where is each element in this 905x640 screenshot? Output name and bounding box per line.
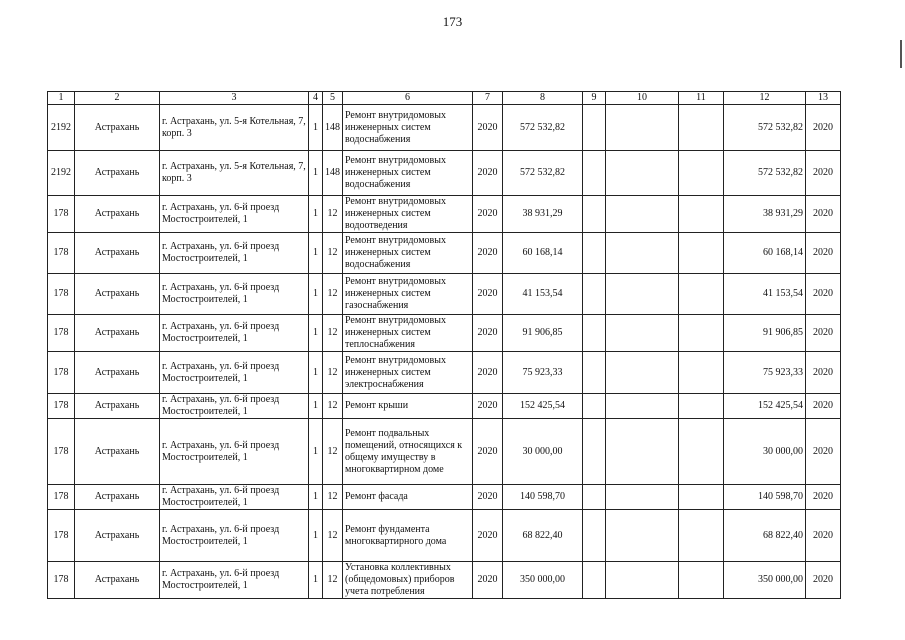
- cell-plan-year: 2020: [806, 274, 841, 315]
- cell-cost-funds: 41 153,54: [724, 274, 806, 315]
- cell-address: г. Астрахань, ул. 6-й проезд Мостостроителей, 1: [160, 196, 309, 233]
- cell-work-type: Ремонт внутридомовых инженерных систем теплоснабжения: [343, 315, 473, 352]
- cell-cost-funds: 91 906,85: [724, 315, 806, 352]
- cell-house-id: 178: [48, 394, 75, 419]
- margin-mark: [900, 40, 902, 68]
- cell-cost-funds: 68 822,40: [724, 510, 806, 562]
- cell-house-id: 178: [48, 315, 75, 352]
- cell-address: г. Астрахань, ул. 5-я Котельная, 7, корп. 3: [160, 105, 309, 151]
- cell-total-cost: 350 000,00: [503, 562, 583, 599]
- table-row: [48, 196, 841, 233]
- cell-address: г. Астрахань, ул. 6-й проезд Мостостроителей, 1: [160, 274, 309, 315]
- cell-col9: [583, 233, 606, 274]
- col-header-1: 1: [48, 92, 75, 105]
- cell-col5: 12: [323, 274, 343, 315]
- cell-col4: 1: [309, 485, 323, 510]
- cell-year: 2020: [473, 394, 503, 419]
- cell-col4: 1: [309, 419, 323, 485]
- cell-col5: 12: [323, 562, 343, 599]
- cell-municipality: Астрахань: [75, 419, 160, 485]
- cell-col5: 12: [323, 233, 343, 274]
- table-row: [48, 510, 841, 562]
- cell-municipality: Астрахань: [75, 562, 160, 599]
- cell-plan-year: 2020: [806, 352, 841, 394]
- cell-municipality: Астрахань: [75, 315, 160, 352]
- cell-col11: [679, 105, 724, 151]
- cell-house-id: 2192: [48, 151, 75, 196]
- cell-house-id: 178: [48, 233, 75, 274]
- col-header-13: 13: [806, 92, 841, 105]
- table-row: [48, 274, 841, 315]
- cell-address: г. Астрахань, ул. 5-я Котельная, 7, корп. 3: [160, 151, 309, 196]
- cell-plan-year: 2020: [806, 151, 841, 196]
- col-header-9: 9: [583, 92, 606, 105]
- col-header-2: 2: [75, 92, 160, 105]
- cell-plan-year: 2020: [806, 233, 841, 274]
- cell-col5: 12: [323, 196, 343, 233]
- cell-cost-funds: 38 931,29: [724, 196, 806, 233]
- cell-work-type: Ремонт внутридомовых инженерных систем газоснабжения: [343, 274, 473, 315]
- cell-house-id: 178: [48, 196, 75, 233]
- page-number: 173: [442, 14, 463, 29]
- cell-col9: [583, 315, 606, 352]
- table-row: [48, 485, 841, 510]
- cell-house-id: 178: [48, 419, 75, 485]
- table-row: [48, 352, 841, 394]
- cell-work-type: Ремонт внутридомовых инженерных систем водоотведения: [343, 196, 473, 233]
- cell-municipality: Астрахань: [75, 233, 160, 274]
- col-header-6: 6: [343, 92, 473, 105]
- cell-col4: 1: [309, 315, 323, 352]
- cell-work-type: Ремонт внутридомовых инженерных систем водоснабжения: [343, 105, 473, 151]
- cell-house-id: 178: [48, 510, 75, 562]
- col-header-5: 5: [323, 92, 343, 105]
- table-row: [48, 394, 841, 419]
- cell-col5: 148: [323, 105, 343, 151]
- cell-col10: [606, 352, 679, 394]
- cell-col9: [583, 419, 606, 485]
- cell-col10: [606, 394, 679, 419]
- cell-municipality: Астрахань: [75, 105, 160, 151]
- col-header-7: 7: [473, 92, 503, 105]
- cell-work-type: Ремонт внутридомовых инженерных систем водоснабжения: [343, 233, 473, 274]
- cell-plan-year: 2020: [806, 315, 841, 352]
- table-row: [48, 105, 841, 151]
- cell-col9: [583, 510, 606, 562]
- cell-cost-funds: 75 923,33: [724, 352, 806, 394]
- cell-plan-year: 2020: [806, 485, 841, 510]
- cell-total-cost: 41 153,54: [503, 274, 583, 315]
- cell-col10: [606, 274, 679, 315]
- cell-work-type: Установка коллективных (общедомовых) приборов учета потребления: [343, 562, 473, 599]
- cell-col10: [606, 233, 679, 274]
- table-row: [48, 233, 841, 274]
- cell-address: г. Астрахань, ул. 6-й проезд Мостостроителей, 1: [160, 419, 309, 485]
- capital-repair-table: [47, 91, 841, 599]
- cell-col5: 12: [323, 485, 343, 510]
- cell-plan-year: 2020: [806, 196, 841, 233]
- cell-total-cost: 68 822,40: [503, 510, 583, 562]
- cell-col10: [606, 562, 679, 599]
- cell-work-type: Ремонт крыши: [343, 394, 473, 419]
- header-row: [48, 92, 841, 105]
- cell-municipality: Астрахань: [75, 274, 160, 315]
- cell-col10: [606, 419, 679, 485]
- col-header-12: 12: [724, 92, 806, 105]
- cell-address: г. Астрахань, ул. 6-й проезд Мостостроителей, 1: [160, 233, 309, 274]
- cell-col9: [583, 196, 606, 233]
- cell-cost-funds: 152 425,54: [724, 394, 806, 419]
- cell-year: 2020: [473, 196, 503, 233]
- cell-col9: [583, 151, 606, 196]
- cell-work-type: Ремонт подвальных помещений, относящихся к общему имуществу в многоквартирном доме: [343, 419, 473, 485]
- col-header-4: 4: [309, 92, 323, 105]
- cell-col4: 1: [309, 562, 323, 599]
- cell-col5: 12: [323, 352, 343, 394]
- cell-col11: [679, 196, 724, 233]
- cell-col4: 1: [309, 394, 323, 419]
- cell-col11: [679, 274, 724, 315]
- cell-municipality: Астрахань: [75, 196, 160, 233]
- cell-col4: 1: [309, 510, 323, 562]
- cell-col9: [583, 562, 606, 599]
- table-row: [48, 419, 841, 485]
- cell-municipality: Астрахань: [75, 151, 160, 196]
- cell-year: 2020: [473, 562, 503, 599]
- cell-total-cost: 38 931,29: [503, 196, 583, 233]
- cell-total-cost: 572 532,82: [503, 105, 583, 151]
- cell-year: 2020: [473, 105, 503, 151]
- cell-total-cost: 75 923,33: [503, 352, 583, 394]
- cell-year: 2020: [473, 315, 503, 352]
- cell-plan-year: 2020: [806, 510, 841, 562]
- cell-cost-funds: 140 598,70: [724, 485, 806, 510]
- cell-cost-funds: 60 168,14: [724, 233, 806, 274]
- cell-col5: 12: [323, 394, 343, 419]
- cell-col9: [583, 352, 606, 394]
- cell-plan-year: 2020: [806, 562, 841, 599]
- cell-plan-year: 2020: [806, 394, 841, 419]
- cell-cost-funds: 30 000,00: [724, 419, 806, 485]
- cell-col5: 148: [323, 151, 343, 196]
- cell-col10: [606, 315, 679, 352]
- cell-address: г. Астрахань, ул. 6-й проезд Мостостроителей, 1: [160, 562, 309, 599]
- cell-total-cost: 572 532,82: [503, 151, 583, 196]
- cell-municipality: Астрахань: [75, 352, 160, 394]
- table-row: [48, 562, 841, 599]
- cell-plan-year: 2020: [806, 419, 841, 485]
- cell-col10: [606, 151, 679, 196]
- cell-col5: 12: [323, 315, 343, 352]
- cell-house-id: 178: [48, 485, 75, 510]
- cell-col11: [679, 151, 724, 196]
- cell-total-cost: 60 168,14: [503, 233, 583, 274]
- cell-year: 2020: [473, 274, 503, 315]
- cell-work-type: Ремонт фундамента многоквартирного дома: [343, 510, 473, 562]
- cell-cost-funds: 350 000,00: [724, 562, 806, 599]
- cell-col9: [583, 274, 606, 315]
- cell-house-id: 178: [48, 274, 75, 315]
- cell-house-id: 178: [48, 352, 75, 394]
- cell-plan-year: 2020: [806, 105, 841, 151]
- cell-year: 2020: [473, 151, 503, 196]
- cell-col10: [606, 196, 679, 233]
- cell-year: 2020: [473, 510, 503, 562]
- cell-col4: 1: [309, 352, 323, 394]
- cell-address: г. Астрахань, ул. 6-й проезд Мостостроителей, 1: [160, 485, 309, 510]
- cell-col9: [583, 485, 606, 510]
- col-header-11: 11: [679, 92, 724, 105]
- cell-work-type: Ремонт внутридомовых инженерных систем водоснабжения: [343, 151, 473, 196]
- cell-col11: [679, 562, 724, 599]
- cell-cost-funds: 572 532,82: [724, 105, 806, 151]
- cell-municipality: Астрахань: [75, 394, 160, 419]
- cell-col4: 1: [309, 105, 323, 151]
- cell-col4: 1: [309, 274, 323, 315]
- cell-municipality: Астрахань: [75, 510, 160, 562]
- cell-col10: [606, 485, 679, 510]
- cell-col4: 1: [309, 151, 323, 196]
- cell-col9: [583, 105, 606, 151]
- cell-col5: 12: [323, 510, 343, 562]
- col-header-10: 10: [606, 92, 679, 105]
- cell-year: 2020: [473, 233, 503, 274]
- cell-col10: [606, 105, 679, 151]
- cell-total-cost: 152 425,54: [503, 394, 583, 419]
- cell-total-cost: 91 906,85: [503, 315, 583, 352]
- cell-col11: [679, 419, 724, 485]
- cell-col9: [583, 394, 606, 419]
- table-row: [48, 315, 841, 352]
- cell-year: 2020: [473, 352, 503, 394]
- cell-col11: [679, 485, 724, 510]
- cell-col4: 1: [309, 233, 323, 274]
- cell-work-type: Ремонт фасада: [343, 485, 473, 510]
- cell-col11: [679, 233, 724, 274]
- cell-col10: [606, 510, 679, 562]
- cell-col11: [679, 352, 724, 394]
- cell-address: г. Астрахань, ул. 6-й проезд Мостостроителей, 1: [160, 315, 309, 352]
- cell-work-type: Ремонт внутридомовых инженерных систем электроснабжения: [343, 352, 473, 394]
- cell-house-id: 178: [48, 562, 75, 599]
- cell-col11: [679, 394, 724, 419]
- table-row: [48, 151, 841, 196]
- col-header-8: 8: [503, 92, 583, 105]
- cell-col4: 1: [309, 196, 323, 233]
- cell-total-cost: 30 000,00: [503, 419, 583, 485]
- cell-house-id: 2192: [48, 105, 75, 151]
- cell-address: г. Астрахань, ул. 6-й проезд Мостостроителей, 1: [160, 510, 309, 562]
- cell-year: 2020: [473, 485, 503, 510]
- cell-cost-funds: 572 532,82: [724, 151, 806, 196]
- cell-municipality: Астрахань: [75, 485, 160, 510]
- cell-col11: [679, 315, 724, 352]
- cell-col5: 12: [323, 419, 343, 485]
- cell-year: 2020: [473, 419, 503, 485]
- cell-col11: [679, 510, 724, 562]
- col-header-3: 3: [160, 92, 309, 105]
- cell-address: г. Астрахань, ул. 6-й проезд Мостостроителей, 1: [160, 394, 309, 419]
- cell-address: г. Астрахань, ул. 6-й проезд Мостостроителей, 1: [160, 352, 309, 394]
- cell-total-cost: 140 598,70: [503, 485, 583, 510]
- table-body: [48, 105, 841, 599]
